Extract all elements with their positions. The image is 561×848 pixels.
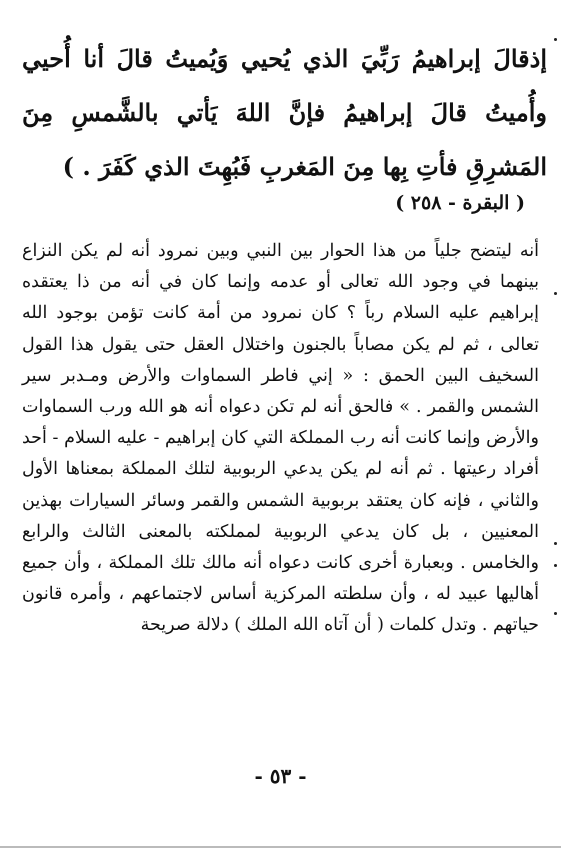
paragraph: أنه ليتضح جلياً من هذا الحوار بين النبي وبين نمرود أنه لم يكن النزاع بينهما في وجود الله تعالى أو عدمه وإنما كان في أنه من ذا يعتقده إبراهيم عليه السلام رباً ؟ كان نمرود من أمة كانت تؤمن بوجود الله تعالى ، ثم لم يكن مصاباً بالجنون واختلال العقل حتى يقول هذا القول السخيف البين الحمق : « إني فاطر السماوات والأرض ومـدبر سير الشمس والقمر . » فالحق أنه لم تكن دعواه أنه هو الله ورب السماوات والأرض وإنما كانت أنه رب المملكة التي كان إبراهيم - عليه السلام - أحد أفراد رعيتها . ثم أنه لم يكن يدعي الربوبية لتلك المملكة بمعناها الأول والثاني ، فإنه كان يعتقد بربوبية الشمس والقمر وسائر السيارات بهذين المعنيين ، بل كان يدعي الربوبية لمملكته بالمعنى الثالث والرابع والخامس . وبعبارة أخرى كانت دعواه أنه مالك تلك المملكة ، وأن جميع أهاليها عبيد له ، وأن سلطته المركزية أساس لاجتماعهم ، وأمره قانون حياتهم . وتدل كلمات ( أن آتاه الله الملك ) دلالة صريحة [22, 241, 539, 636]
quran-verse: إذقالَ إبراهيمُ رَبِّيَ الذي يُحيي وَيُميتُ قالَ أنا أُحيي وأُميتُ قالَ إبراهيمُ فإنَّ اللهَ يَأتي بالشَّمسِ مِنَ المَشرِقِ فأتِ بِها مِنَ المَغربِ فَبُهِتَ الذي كَفَرَ . ) [22, 44, 547, 181]
margin-dot [554, 612, 557, 615]
verse-reference: ( البقرة - ٢٥٨ ) [395, 192, 525, 214]
margin-dot [554, 38, 557, 41]
margin-dot [554, 564, 557, 567]
margin-dot [554, 292, 557, 295]
page-number: - ٥٣ - [254, 764, 307, 788]
body-text [22, 236, 539, 642]
margin-dot [554, 542, 557, 545]
